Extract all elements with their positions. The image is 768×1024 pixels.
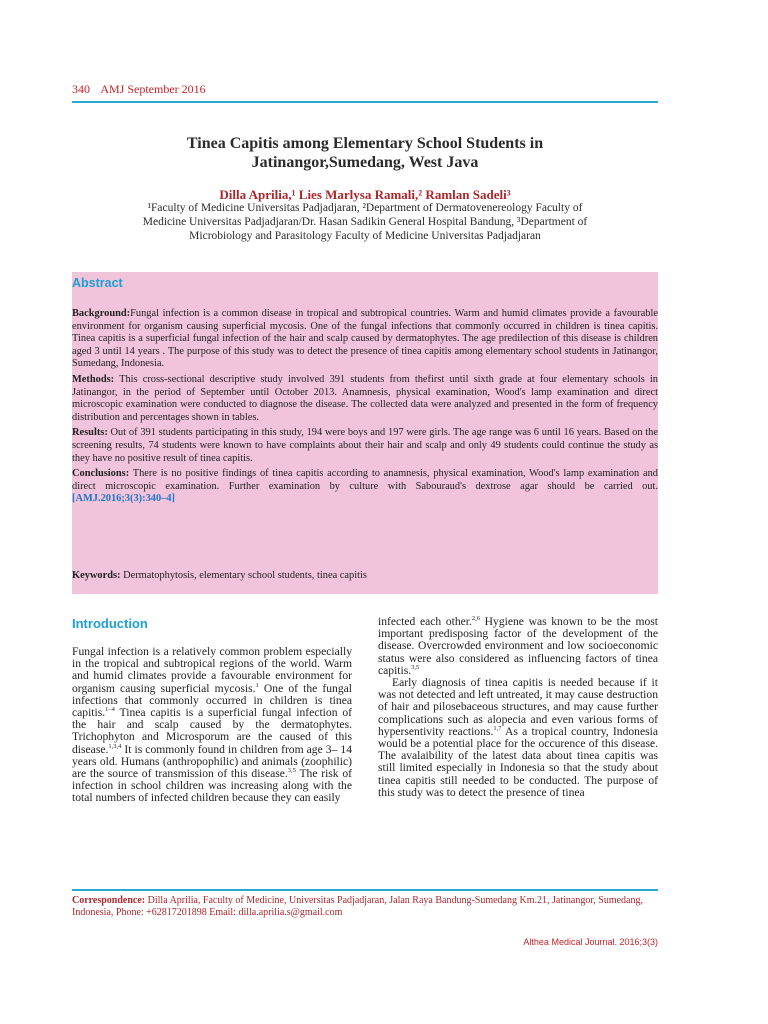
results-label: Results:: [72, 427, 108, 439]
abstract-methods: [72, 374, 658, 424]
intro-paragraph-1-cont: [378, 616, 658, 677]
abstract-background: [72, 308, 658, 371]
affiliation-line-1: ¹Faculty of Medicine Universitas Padjadjaran, ²Department of Dermatovenereology Faculty of: [147, 202, 583, 214]
intro-text: One of the fungal infections that commonly occurred in children is tinea capitis.: [72, 681, 352, 720]
reference-mark: 1,7: [493, 724, 502, 732]
footer-rule: [72, 889, 658, 891]
keywords-text: Dermatophytosis, elementary school students, tinea capitis: [120, 570, 367, 581]
reference-mark: 3,5: [411, 663, 420, 671]
intro-text: Early diagnosis of tinea capitis is needed because if it was not detected and left untreated, it may cause destruction of hair and pilosebaceous structures, and may cause further complications such as alopecia and even various forms of hypersentivity reactions.: [378, 676, 658, 738]
reference-mark: 2,6: [471, 615, 481, 623]
article-title: [72, 134, 658, 172]
reference-mark: 3,5: [287, 767, 296, 775]
author-list: Dilla Aprilia,¹ Lies Marlysa Ramali,² Ramlan Sadeli³: [219, 187, 511, 202]
running-head: [72, 82, 214, 97]
intro-text: It is commonly found in children from age 3– 14 years old. Humans (anthropophilic) and animals (zoophilic) are the source of transmission of this disease.: [72, 742, 352, 781]
intro-paragraph-1: [72, 646, 352, 805]
background-text: Fungal infection is a common disease in tropical and subtropical countries. Warm and humid climates provide a favourable environment for organism causing superficial mycosis. One of the fungal infections that commonly occurred in children is tinea capitis. Tinea capitis is a superficial fungal infection of the hair and scalp caused by dermatophytes. The age predilection of this disease is children aged 3 until 14 years . The purpose of this study was to detect the presence of tinea capitis among elementary school students in Jatinangor, Sumedang, Indonesia.: [72, 308, 658, 370]
background-label: Background:: [72, 308, 131, 319]
results-text: Out of 391 students participating in this study, 194 were boys and 197 were girls. The age range was 6 until 16 years. Based on the screening results, 74 students were known to have complaints about their hair and scalp and only 49 students could continue the study as they have no positive result of tinea capitis.: [72, 427, 658, 464]
conclusions-text: There is no positive findings of tinea capitis according to anamnesis, physical examination, Wood's lamp examination and direct microscopic examination. Further examination by culture with Sabouraud's dextrose agar should be carried out.: [72, 468, 658, 492]
citation-link[interactable]: [AMJ.2016;3(3):340–4]: [72, 493, 176, 505]
intro-text: Hygiene was known to be the most important predisposing factor of the development of the disease. Overcrowded environment and low socioeconomic status were also considered as influencing factors of tinea capitis.: [378, 615, 659, 677]
page-number: 340: [72, 82, 90, 96]
introduction-heading: Introduction: [72, 616, 148, 631]
reference-mark: 1,3,4: [108, 742, 122, 750]
conclusions-label: Conclusions:: [72, 468, 130, 480]
abstract-results: [72, 427, 658, 465]
correspondence-note: [72, 895, 658, 919]
intro-text: infected each other.: [378, 615, 472, 628]
intro-text: The risk of infection in school children was increasing along with the total numbers of infected children because they can easily: [72, 767, 352, 805]
abstract-conclusions: [72, 468, 658, 506]
intro-paragraph-2: [378, 677, 658, 799]
methods-label: Methods:: [72, 373, 115, 385]
intro-text: Fungal infection is a relatively common problem especially in the tropical and subtropical regions of the world. Warm and humid climates provide a favourable environment for organism causing superficial mycosis.: [72, 645, 352, 695]
text-column-left: [72, 646, 352, 805]
header-rule: [72, 101, 658, 103]
correspondence-label: Correspondence:: [72, 895, 146, 906]
abstract-heading: Abstract: [72, 276, 123, 290]
title-line-2: Jatinangor,Sumedang, West Java: [251, 154, 479, 171]
affiliation-line-3: Microbiology and Parasitology Faculty of Medicine Universitas Padjadjaran: [189, 230, 541, 242]
correspondence-text: Dilla Aprilia, Faculty of Medicine, Universitas Padjadjaran, Jalan Raya Bandung-Sumedang Km.21, Jatinangor, Sumedang, Indonesia, Phone: +62817201898 Email: dilla.aprilia.s@gmail.com: [72, 895, 643, 918]
intro-text: As a tropical country, Indonesia would be a potential place for the occurence of this disease. The avalaibility of the latest data about tinea capitis was still limited especially in Indonesia so that the study about tinea capitis still needed to be conducted. The purpose of this study was to detect the presence of tinea: [378, 724, 658, 799]
journal-footer: Althea Medical Journal. 2016;3(3): [523, 937, 658, 947]
methods-text: This cross-sectional descriptive study involved 391 students from thefirst until sixth grade at four elementary schools in Jatinangor, in the period of September until October 2013. Anamnesis, physical examination, Wood's lamp examination and direct microscopic examination were conducted to diagnose the disease. The collected data were analyzed and presented in the form of frequency distribution and percentages shown in tables.: [72, 373, 658, 423]
abstract-keywords: [72, 570, 658, 581]
reference-mark: 1–4: [105, 706, 115, 714]
journal-issue: AMJ September 2016: [100, 82, 206, 96]
affiliations: [72, 201, 658, 243]
reference-mark: 1: [255, 681, 259, 689]
keywords-label: Keywords:: [72, 570, 121, 581]
title-line-1: Tinea Capitis among Elementary School Students in: [186, 135, 544, 152]
intro-text: Tinea capitis is a superficial fungal infection of the hair and scalp caused by the dermatophytes. Trichophyton and Microsporum are the caused of this disease.: [72, 706, 352, 756]
affiliation-line-2: Medicine Universitas Padjadjaran/Dr. Hasan Sadikin General Hospital Bandung, ³Department of: [142, 216, 588, 228]
text-column-right: [378, 616, 658, 799]
abstract-body: [72, 308, 658, 509]
